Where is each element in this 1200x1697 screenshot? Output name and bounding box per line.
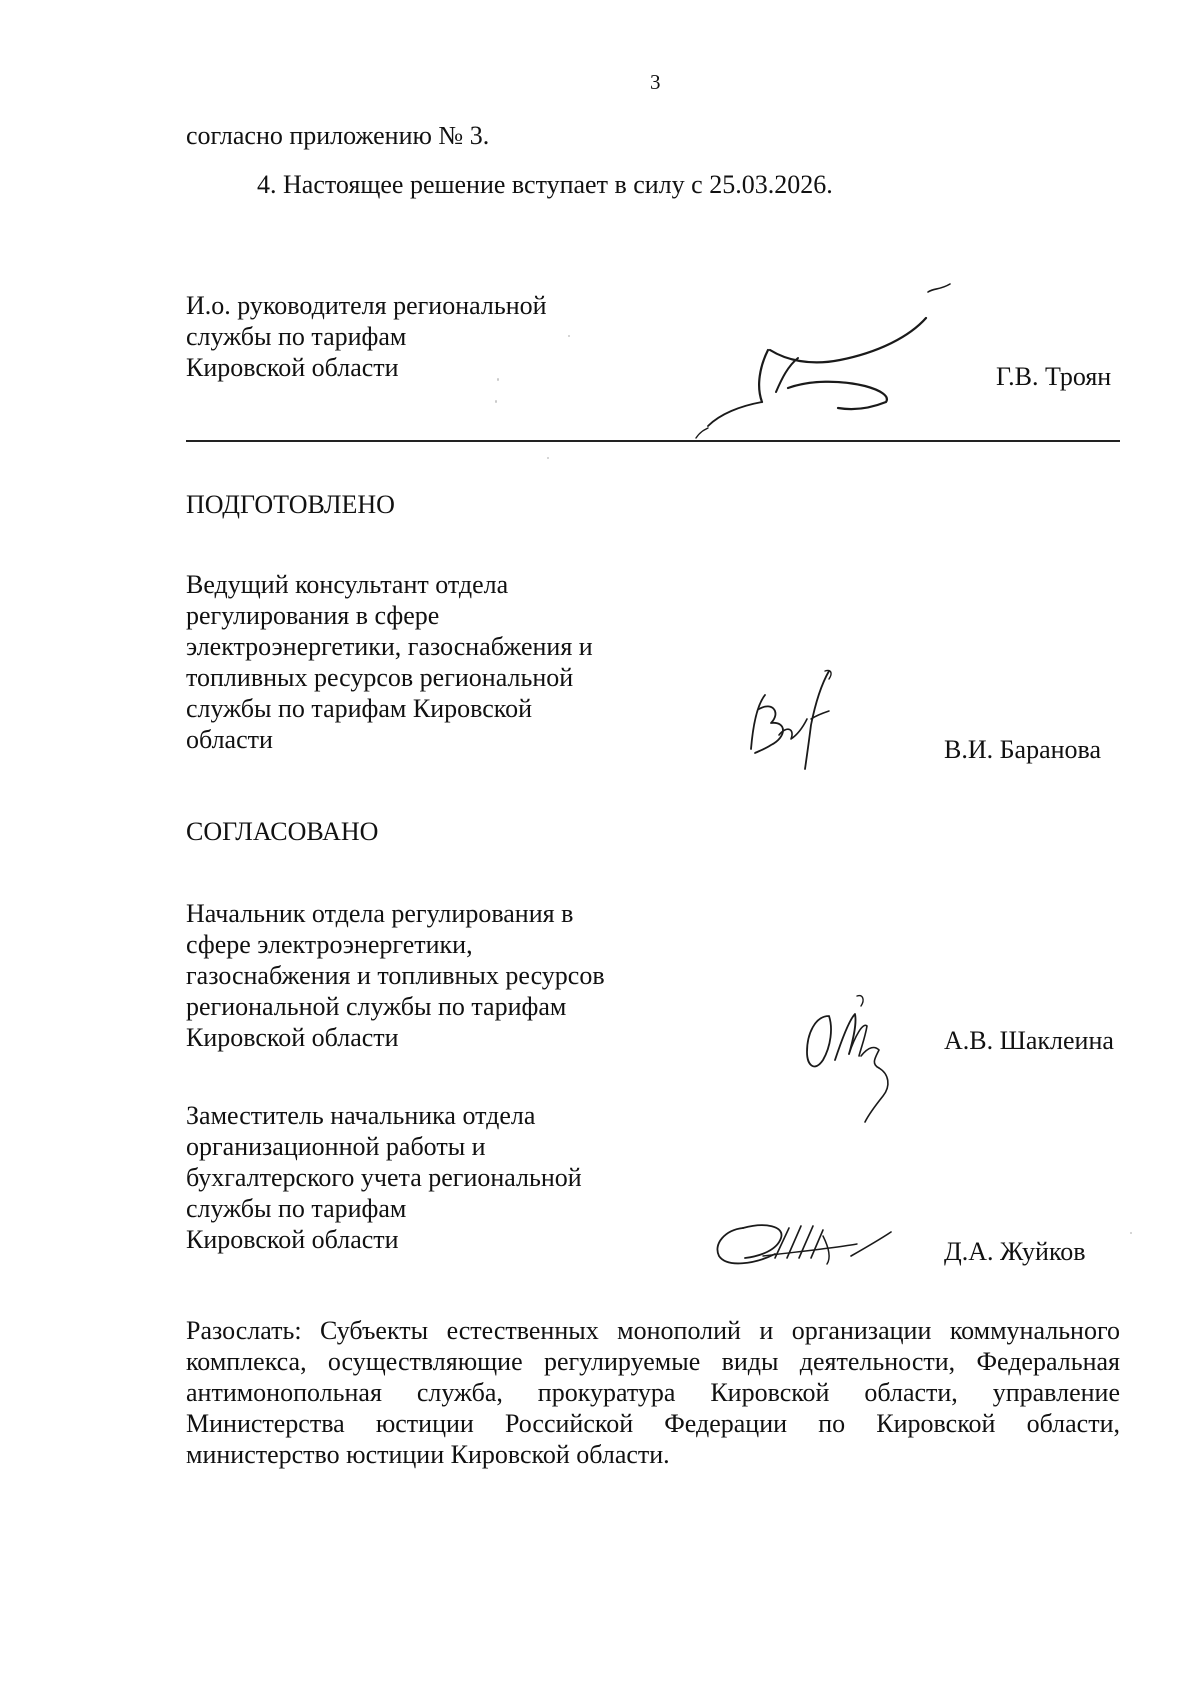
agreed-heading: СОГЛАСОВАНО (186, 817, 379, 846)
prepared-position-line: регулирования в сфере (186, 601, 440, 630)
agreed-signer-position-line: службы по тарифам (186, 1194, 407, 1223)
agreed-signer-2-name: Д.А. Жуйков (944, 1237, 1086, 1266)
mailing-list-line: антимонопольная служба, прокуратура Кировской области, управление (186, 1378, 1120, 1407)
head-signature-image (690, 270, 990, 450)
prepared-position (186, 569, 593, 755)
prepared-position-line: топливных ресурсов региональной (186, 663, 574, 692)
prepared-position-line: Ведущий консультант отдела (186, 570, 509, 599)
prepared-heading: ПОДГОТОВЛЕНО (186, 490, 395, 519)
agreed-signer-1-name: А.В. Шаклеина (944, 1026, 1114, 1055)
prepared-position-line: области (186, 725, 273, 754)
decision-effective-date: 4. Настоящее решение вступает в силу с 25.03.2026. (257, 170, 833, 199)
scan-speck (568, 335, 570, 337)
preparer-signature-image (735, 665, 845, 775)
scan-speck (1130, 1232, 1132, 1234)
mailing-list (186, 1315, 1120, 1470)
agreed-signer-position-line: Начальник отдела регулирования в (186, 899, 574, 928)
agreed-signer-position-line: Кировской области (186, 1023, 399, 1052)
intro-continuation: согласно приложению № 3. (186, 121, 490, 150)
mailing-list-line: Разослать: Субъекты естественных монополий и организации коммунального (186, 1316, 1120, 1345)
agreed-signer-position-line: организационной работы и (186, 1132, 486, 1161)
head-position-line: Кировской области (186, 353, 399, 382)
agreed-signer-position-line: сфере электроэнергетики, (186, 930, 473, 959)
head-position-line: И.о. руководителя региональной (186, 291, 547, 320)
agreed-signer-position-line: Кировской области (186, 1225, 399, 1254)
mailing-list-line: комплекса, осуществляющие регулируемые виды деятельности, Федеральная (186, 1347, 1120, 1376)
prepared-position-line: службы по тарифам Кировской (186, 694, 533, 723)
prepared-position-line: электроэнергетики, газоснабжения и (186, 632, 593, 661)
agreed-signer-1-position (186, 898, 605, 1053)
scan-speck (497, 378, 499, 381)
agreed-signer-2-signature-image (705, 1212, 905, 1282)
preparer-name: В.И. Баранова (944, 735, 1102, 764)
scan-speck (495, 400, 497, 403)
agreed-signer-position-line: Заместитель начальника отдела (186, 1101, 536, 1130)
agreed-signer-position-line: бухгалтерского учета региональной (186, 1163, 582, 1192)
mailing-list-line: Министерства юстиции Российской Федерации по Кировской области, (186, 1409, 1120, 1438)
signature-divider (186, 440, 1120, 442)
page-number: 3 (650, 70, 661, 94)
agreed-signer-1-signature-image (795, 990, 905, 1130)
agreed-signer-position-line: газоснабжения и топливных ресурсов (186, 961, 605, 990)
agreed-signer-position-line: региональной службы по тарифам (186, 992, 567, 1021)
scan-speck (547, 457, 549, 459)
head-position-line: службы по тарифам (186, 322, 407, 351)
agreed-signer-2-position (186, 1100, 582, 1255)
head-signer-name: Г.В. Троян (996, 362, 1112, 391)
head-position (186, 290, 547, 383)
mailing-list-line: министерство юстиции Кировской области. (186, 1440, 670, 1469)
